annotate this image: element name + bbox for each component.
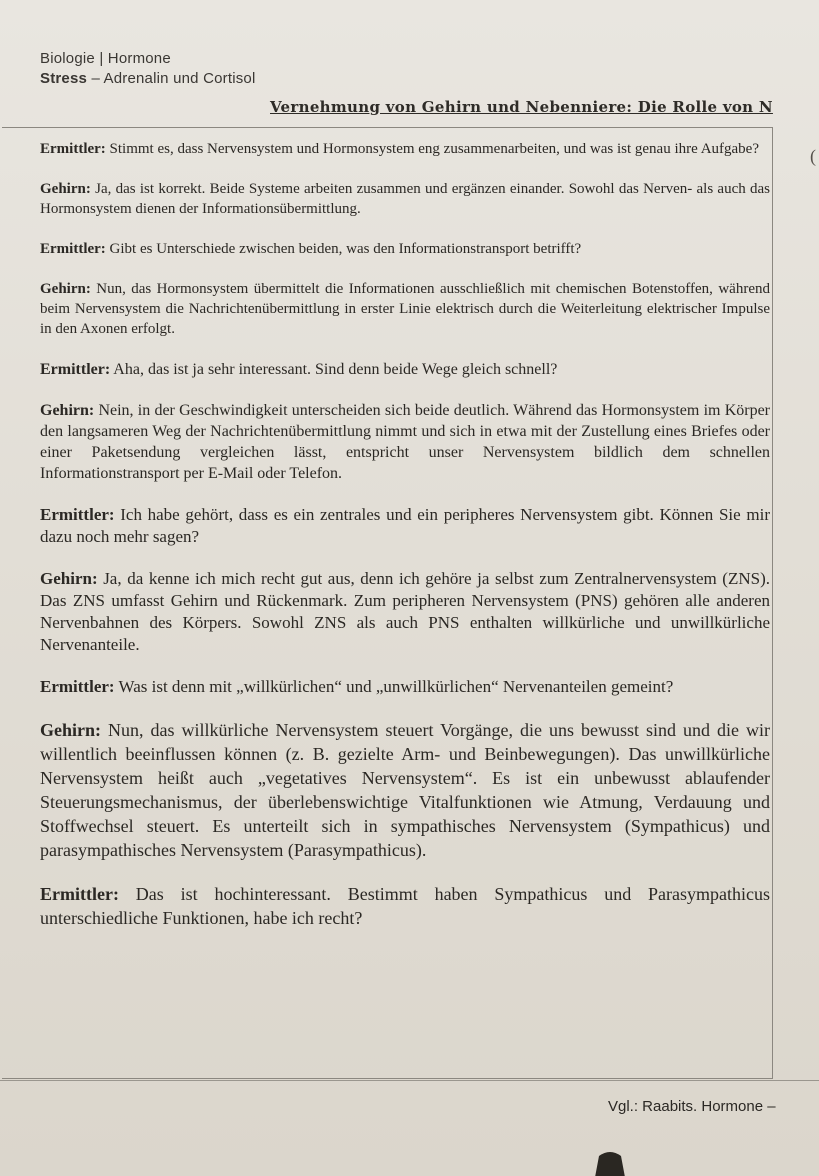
turn-text: Nun, das Hormonsystem übermittelt die Informationen ausschließlich mit chemischen Botenstoffen, während beim Nervensystem die Nachrichtenübermittlung in erster Linie elektrisch durch die Weiterleitung elektrischer Impulse in den Axonen erfolgt. bbox=[40, 281, 770, 337]
turn-text: Nun, das willkürliche Nervensystem steuert Vorgänge, die uns bewusst sind und die wir willentlich beeinflussen können (z. B. gezielte Arm- und Beinbewegungen). Das unwillkürliche Nervensystem heißt auch „vegetatives Nervensystem“. Es ist ein unbewusst ablaufender Steuerungsmechanismus, der überlebenswichtige Vitalfunktionen wie Atmung, Verdauung und Stoffwechsel steuert. Es unterteilt sich in sympathisches Nervensystem (Sympathicus) und parasympathisches Nervensystem (Parasympathicus). bbox=[40, 720, 770, 860]
speaker-label: Ermittler: bbox=[40, 141, 106, 157]
speaker-label: Gehirn: bbox=[40, 569, 98, 588]
document-title: Vernehmung von Gehirn und Nebenniere: Die Rolle von N bbox=[270, 98, 773, 116]
margin-bracket-mark: ( bbox=[810, 146, 816, 166]
topic-bold: Stress bbox=[40, 70, 88, 87]
dialogue-turn bbox=[40, 504, 770, 548]
speaker-label: Gehirn: bbox=[40, 720, 101, 740]
turn-text: Das ist hochinteressant. Bestimmt haben Sympathicus und Parasympathicus unterschiedliche Funktionen, habe ich recht? bbox=[40, 884, 770, 928]
bottom-divider bbox=[0, 1080, 819, 1081]
dialogue-turn bbox=[40, 139, 770, 159]
turn-text: Ja, da kenne ich mich recht gut aus, denn ich gehöre ja selbst zum Zentralnervensystem (ZNS). Das ZNS umfasst Gehirn und Rückenmark. Zum peripheren Nervensystem (PNS) gehören alle anderen Nervenbahnen des Körpers. Sowohl ZNS als auch PNS enthalten willkürliche und unwillkürliche Nervenanteile. bbox=[40, 569, 770, 654]
turn-text: Stimmt es, dass Nervensystem und Hormonsystem eng zusammenarbeiten, und was ist genau ihre Aufgabe? bbox=[105, 141, 759, 157]
turn-text: Was ist denn mit „willkürlichen“ und „unwillkürlichen“ Nervenanteilen gemeint? bbox=[114, 677, 674, 696]
binder-clip-shadow bbox=[585, 1148, 635, 1176]
speaker-label: Ermittler: bbox=[40, 241, 106, 257]
turn-text: Nein, in der Geschwindigkeit unterscheiden sich beide deutlich. Während das Hormonsystem im Körper den langsameren Weg der Nachrichtenübermittlung nimmt und sich in etwa mit der Zustellung eines Briefes oder einer Paketsendung vergleichen lässt, entspricht unser Nervensystem bildlich dem schnellen Informationstransport per E-Mail oder Telefon. bbox=[40, 402, 770, 482]
topic-header bbox=[40, 70, 256, 87]
dialogue-turn bbox=[40, 568, 770, 656]
dialogue-turn bbox=[40, 400, 770, 484]
turn-text: Aha, das ist ja sehr interessant. Sind denn beide Wege gleich schnell? bbox=[110, 361, 558, 378]
source-citation: Vgl.: Raabits. Hormone – bbox=[608, 1098, 776, 1115]
dialogue-turn bbox=[40, 718, 770, 862]
speaker-label: Ermittler: bbox=[40, 884, 119, 904]
dialogue-turn bbox=[40, 676, 770, 698]
dialogue-turn bbox=[40, 882, 770, 930]
turn-text: Ja, das ist korrekt. Beide Systeme arbeiten zusammen und ergänzen einander. Sowohl das Nerven- als auch das Hormonsystem dienen der Informationsübermittlung. bbox=[40, 181, 770, 217]
dialogue-turn bbox=[40, 179, 770, 219]
speaker-label: Ermittler: bbox=[40, 361, 111, 378]
turn-text: Gibt es Unterschiede zwischen beiden, was den Informationstransport betrifft? bbox=[105, 241, 582, 257]
speaker-label: Gehirn: bbox=[40, 281, 91, 297]
dialogue-turn bbox=[40, 359, 770, 380]
dialogue-turn bbox=[40, 239, 770, 259]
topic-rest: – Adrenalin und Cortisol bbox=[87, 70, 256, 87]
speaker-label: Ermittler: bbox=[40, 677, 115, 696]
speaker-label: Gehirn: bbox=[40, 181, 91, 197]
turn-text: Ich habe gehört, dass es ein zentrales und ein peripheres Nervensystem gibt. Können Sie mir dazu noch mehr sagen? bbox=[40, 505, 770, 546]
speaker-label: Ermittler: bbox=[40, 505, 115, 524]
speaker-label: Gehirn: bbox=[40, 402, 95, 419]
dialogue-text bbox=[40, 139, 770, 950]
dialogue-turn bbox=[40, 279, 770, 339]
subject-header: Biologie | Hormone bbox=[40, 50, 171, 67]
